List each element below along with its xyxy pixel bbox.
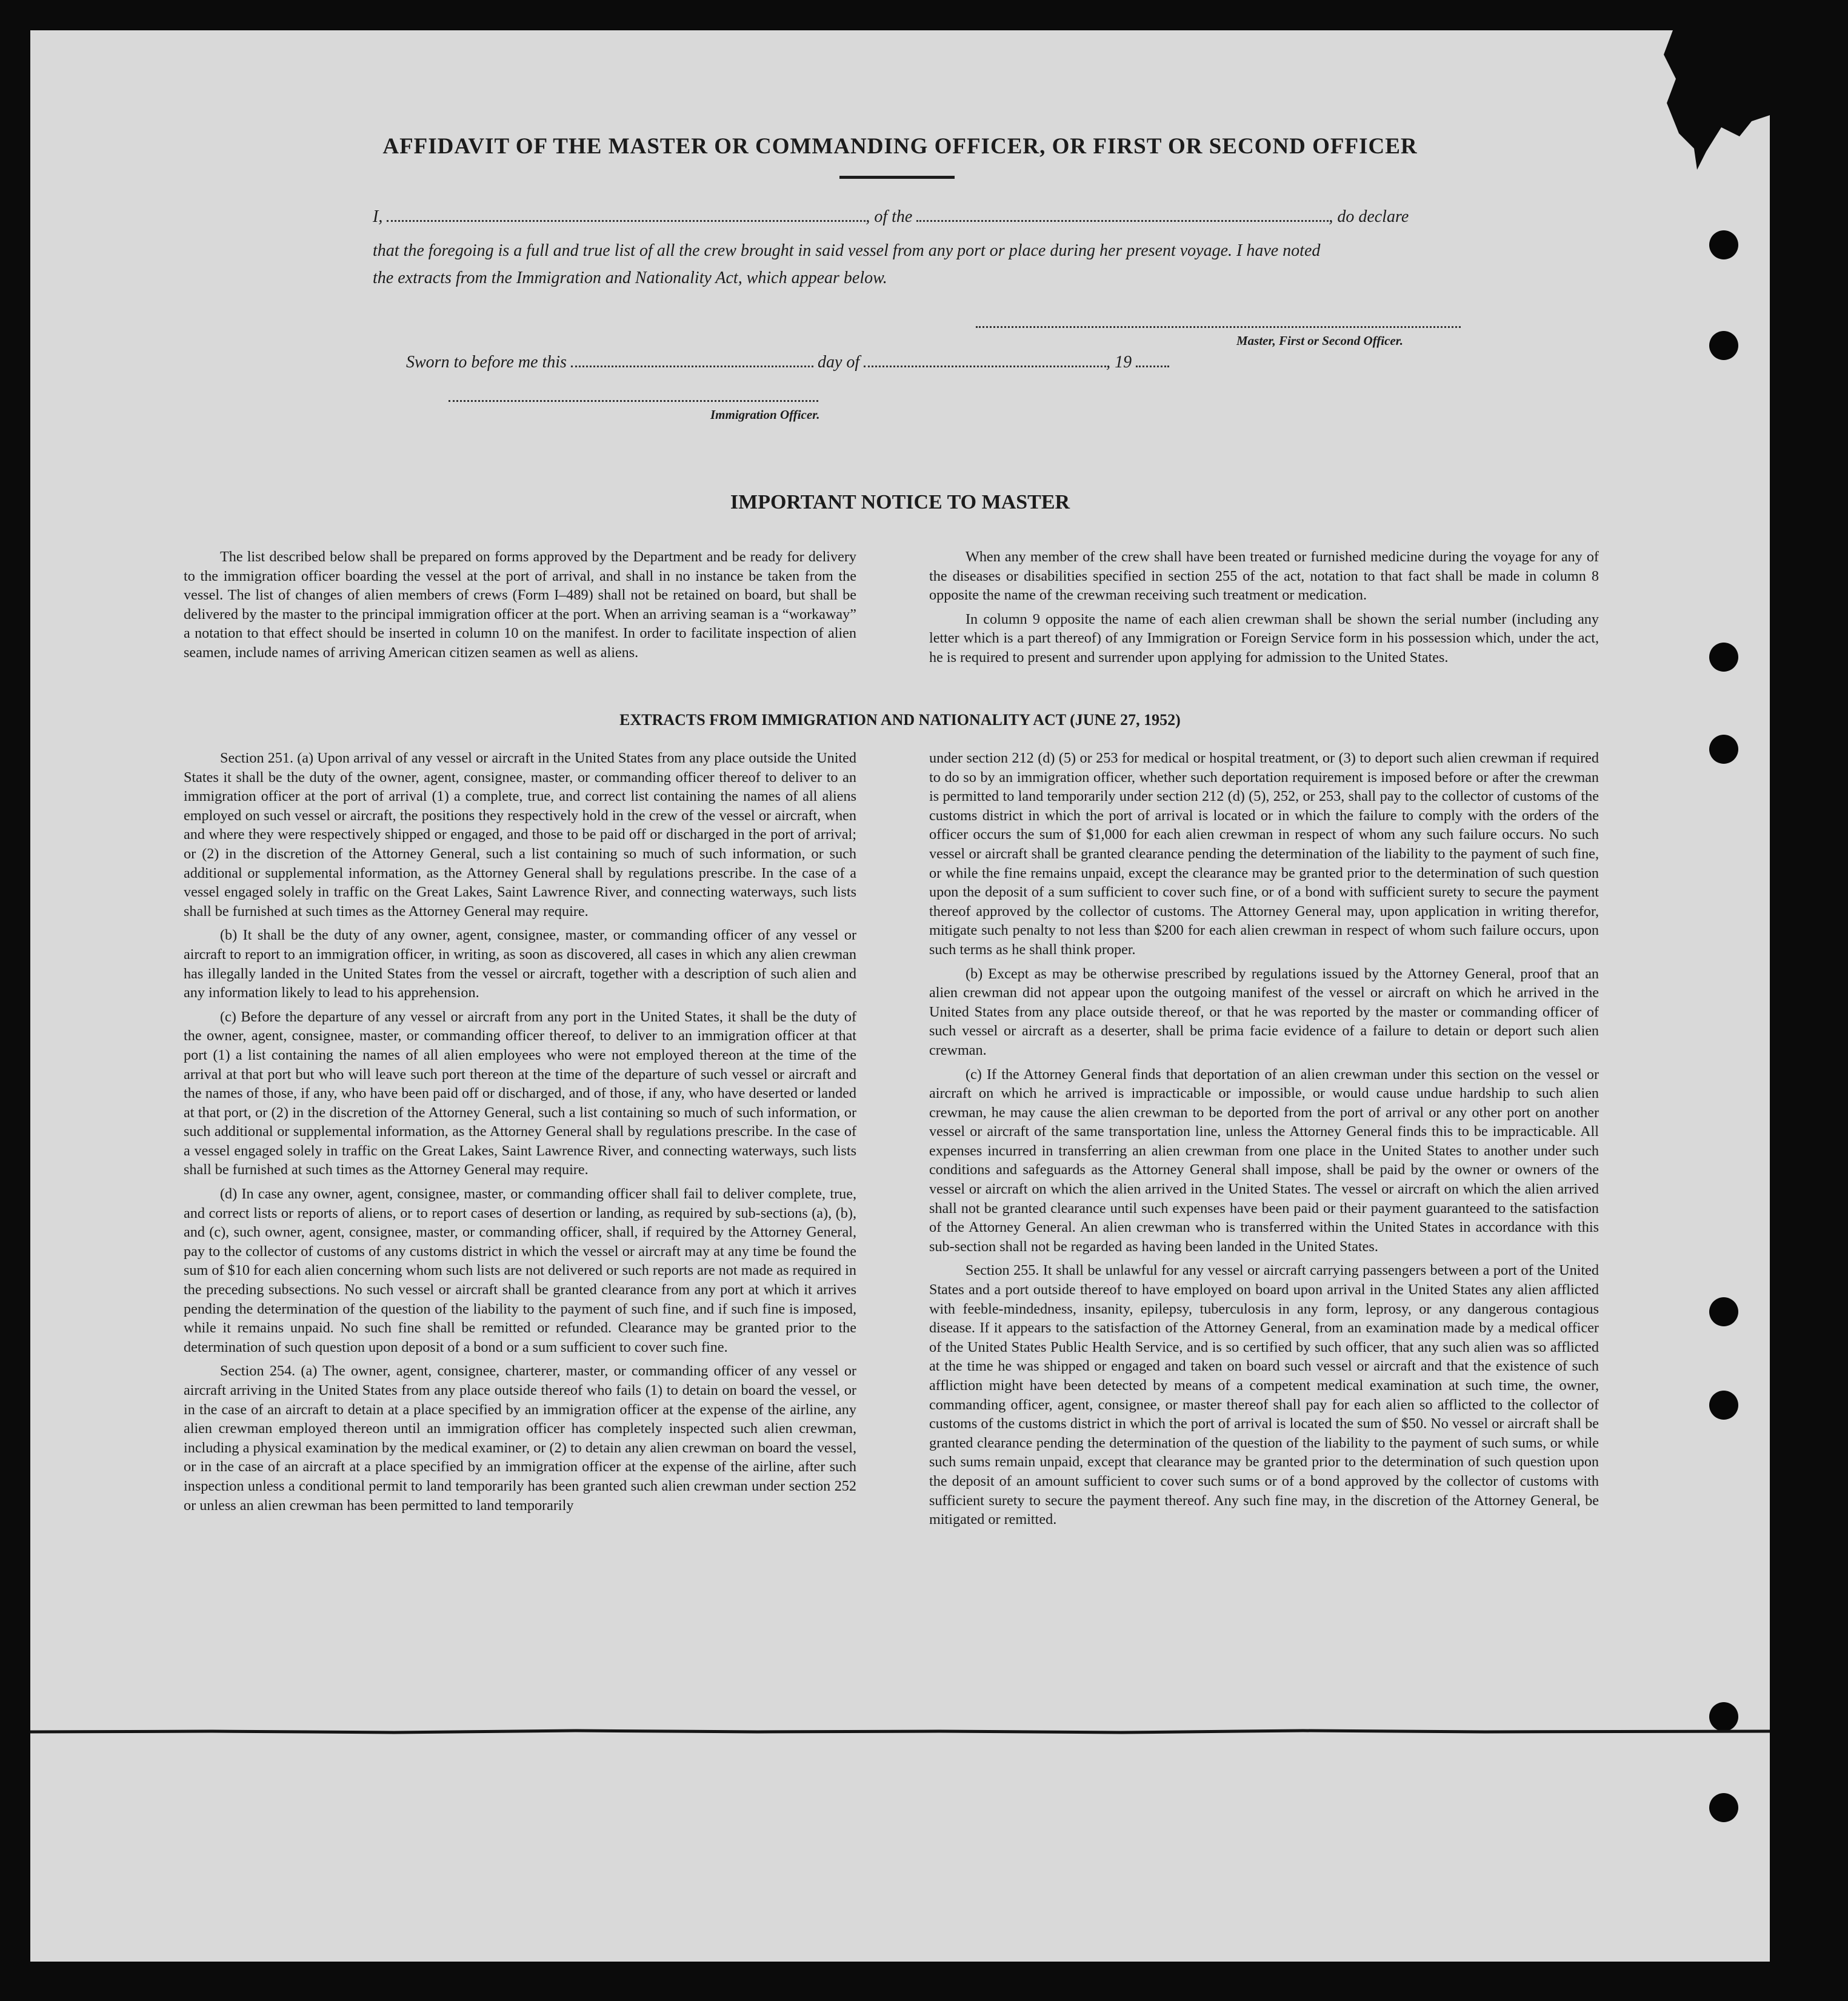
act-section-paragraph: Section 251. (a) Upon arrival of any vessel or aircraft in the United States from any place outside the United States it shall be the duty of the owner, agent, consignee, master, or commanding officer thereof to deliver to an immigration officer at the port of arrival (1) a complete, true, and correct list containing the names of all aliens employed on such vessel or aircraft, the positions they respectively hold in the crew of the vessel or aircraft, when and where they were respectively shipped or engaged, and those to be paid off or discharged in the port of arrival; or (2) in the discretion of the Attorney General, such a list containing so much of such information, or such additional or supplemental information, as the Attorney General shall by regulations prescribe. In the case of a vessel engaged solely in traffic on the Great Lakes, Saint Lawrence River, and connecting waterways, such lists shall be furnished at such times as the Attorney General may require. (184, 750, 856, 920)
declaration-line-1: that the foregoing is a full and true list of all the crew brought in said vessel from any port or place during her present voyage. I have noted (373, 241, 1321, 260)
master-signature-line[interactable] (976, 326, 1461, 328)
declaration-line-2: the extracts from the Immigration and Nationality Act, which appear below. (373, 269, 887, 287)
extracts-title: EXTRACTS FROM IMMIGRATION AND NATIONALITY ACT (JUNE 27, 1952) (619, 711, 1181, 729)
master-signature-caption: Master, First or Second Officer. (1236, 333, 1403, 348)
sworn-year-field[interactable] (1136, 362, 1169, 367)
notice-title: IMPORTANT NOTICE TO MASTER (730, 491, 1070, 513)
punch-hole (1709, 1391, 1738, 1420)
title-rule (839, 176, 955, 179)
sworn-line (406, 353, 1169, 372)
year-label: , 19 (1106, 353, 1132, 372)
punch-hole (1709, 331, 1738, 360)
act-section-paragraph: Section 254. (a) The owner, agent, consignee, charterer, master, or commanding officer of any vessel or aircraft arriving in the United States from any place outside thereof who fails (1) to detain on board the vessel, or in the case of an aircraft to detain at a place specified by an immigration officer at the expense of the airline, any alien crewman employed thereon until an immigration officer has completely inspected such alien crewman, including a physical examination by the medical examiner, or (2) to detain any alien crewman on board the vessel, or in the case of an aircraft at a place specified by an immigration officer at the expense of the airline, after such inspection unless a conditional permit to land temporarily has been granted such alien crewman under section 252 or unless an alien crewman has been permitted to land temporarily (184, 1363, 856, 1514)
sworn-month-field[interactable] (864, 362, 1106, 367)
punch-hole (1709, 643, 1738, 672)
extracts-right-column (929, 749, 1599, 1534)
declare-line (373, 207, 1409, 227)
notice-paragraph: In column 9 opposite the name of each alien crewman shall be shown the serial number (including any letter which is a part thereof) of any Immigration or Foreign Service form in his possession which, under the act, he is required to present and surrender upon applying for admission to the United States. (929, 610, 1599, 666)
act-section-paragraph: (d) In case any owner, agent, consignee, master, or commanding officer shall fail to deliver complete, true, and correct lists or reports of aliens, or to report cases of desertion or landing, as required by sub-sections (a), (b), and (c), such owner, agent, consignee, master, or commanding officer, shall, if required by the Attorney General, pay to the collector of customs of any customs district in which the vessel or aircraft may at any time be found the sum of $10 for each alien concerning whom such lists are not delivered or such reports are not made as required in the preceding subsections. No such vessel or aircraft shall be granted clearance from any port at which it arrives pending the determination of the question of the liability to the payment of such fine, and if such fine is imposed, while it remains unpaid. No such fine shall be remitted or refunded. Clearance may be granted prior to the determination of such question upon deposit of a bond or a sum sufficient to cover such fine. (184, 1186, 856, 1355)
punch-hole (1709, 1793, 1738, 1822)
act-section-paragraph: under section 212 (d) (5) or 253 for medical or hospital treatment, or (3) to deport such alien crewman if required to do so by an immigration officer, whether such deportation requirement is imposed before or after the crewman is permitted to land temporarily under section 212 (d) (5), 252, or 253, shall pay to the collector of customs of the customs district in which the port of arrival is located or in which the failure to comply with the orders of the officer occurs the sum of $1,000 for each alien crewman in respect of whom any such failure occurs. No such vessel or aircraft shall be granted clearance pending the determination of the liability to the payment of such fine, or while the fine remains unpaid, except the clearance may be granted prior to the determination of such question upon the deposit of a sum sufficient to cover such fine, or of a bond with sufficient surety to secure the payment thereof approved by the collector of customs. The Attorney General may, upon application in writing therefor, mitigate such penalty to not less than $200 for each alien crewman in respect of whom such failure occurs, upon such terms as he shall think proper. (929, 750, 1599, 958)
act-section-paragraph: (c) Before the departure of any vessel or aircraft from any port in the United States, it shall be the duty of the owner, agent, consignee, master, or commanding officer thereof, to deliver to an immigration officer at that port (1) a list containing the names of all alien employees who were not employed thereon at the time of the arrival at that port but who will leave such port thereon at the time of the departure of such vessel or aircraft and the names of those, if any, who have been paid off or discharged, and of those, if any, who have deserted or landed at that port, or (2) in the discretion of the Attorney General, such a list containing so much of such information, or such additional or supplemental information, as the Attorney General shall by regulations prescribe. In the case of a vessel engaged solely in traffic on the Great Lakes, Saint Lawrence River, and connecting waterways, such lists shall be furnished at such times as the Attorney General may require. (184, 1008, 856, 1178)
punch-hole (1709, 230, 1738, 259)
vessel-field[interactable] (916, 216, 1329, 222)
immigration-officer-signature-line[interactable] (449, 400, 818, 402)
affidavit-title: AFFIDAVIT OF THE MASTER OR COMMANDING OFFICER, OR FIRST OR SECOND OFFICER (382, 134, 1418, 159)
notice-left-column (184, 547, 856, 667)
act-section-paragraph: (b) It shall be the duty of any owner, agent, consignee, master, or commanding officer of any vessel or aircraft to report to an immigration officer, in writing, as soon as discovered, all cases in which any alien crewman has illegally landed in the United States from the vessel or aircraft, together with a description of such alien and any information likely to lead to his apprehension. (184, 927, 856, 1001)
notice-right-column (929, 547, 1599, 672)
act-section-paragraph: (c) If the Attorney General finds that deportation of an alien crewman under this section on the vessel or aircraft on which he arrived is impracticable or impossible, or would cause undue hardship to such alien crewman, he may cause the alien crewman to be deported from the port of arrival or any other port on another vessel or aircraft of the same transportation line, unless the Attorney General finds this to be impracticable. All expenses incurred in transferring an alien crewman from one place in the United States to another under such conditions and safeguards as the Attorney General shall impose, shall be paid by the owner or owners of the vessel or aircraft on which the alien arrived in the United States. The vessel or aircraft on which the alien arrived shall not be granted clearance until such expenses have been paid or their payment guaranteed to the satisfaction of the Attorney General. An alien crewman who is transferred within the United States in accordance with this sub-section shall not be regarded as having been landed in the United States. (929, 1066, 1599, 1255)
fold-crease (30, 1728, 1770, 1735)
notice-paragraph: When any member of the crew shall have been treated or furnished medicine during the voyage for any of the diseases or disabilities specified in section 255 of the act, notation to that fact shall be made in column 8 opposite the name of the crewman receiving such treatment or medication. (929, 549, 1599, 604)
sworn-day-field[interactable] (571, 362, 813, 367)
act-section-paragraph: (b) Except as may be otherwise prescribed by regulations issued by the Attorney General, proof that an alien crewman did not appear upon the outgoing manifest of the vessel or aircraft on which he arrived in the United States from any place outside thereof, or that he was reported by the master or commanding officer of such vessel or aircraft as a deserter, shall be prima facie evidence of a failure to detain or deport such alien crewman. (929, 965, 1599, 1058)
act-section-paragraph: Section 255. It shall be unlawful for any vessel or aircraft carrying passengers between a port of the United States and a port outside thereof to have employed on board upon arrival in the United States any alien afflicted with feeble-mindedness, insanity, epilepsy, tuberculosis in any form, leprosy, or any dangerous contagious disease. If it appears to the satisfaction of the Attorney General, from an examination made by a medical officer of the United States Public Health Service, and is so certified by such officer, that any such alien was so afflicted at the time he was shipped or engaged and taken on board such vessel or aircraft and that the existence of such affliction might have been detected by means of a competent medical examination at such time, the owner, commanding officer, agent, consignee, or master thereof shall pay for each alien so afflicted to the collector of customs of the customs district in which the port of arrival is located the sum of $50. No vessel or aircraft shall be granted clearance pending the determination of the question of the liability to the payment of such sums, or while such sums remain unpaid, except that clearance may be granted prior to the determination of such question upon the deposit of an amount sufficient to cover such sums or of a bond approved by the collector of customs with sufficient surety to secure the payment thereof. Any such fine may, in the discretion of the Attorney General, be mitigated or remitted. (929, 1262, 1599, 1528)
of-the-label: , of the (866, 207, 913, 226)
punch-hole (1709, 1297, 1738, 1326)
do-declare-label: , do declare (1329, 207, 1409, 226)
i-label: I, (373, 207, 383, 226)
document-page (30, 30, 1770, 1962)
immigration-officer-caption: Immigration Officer. (710, 407, 820, 422)
sworn-label: Sworn to before me this (406, 353, 567, 372)
extracts-left-column (184, 749, 856, 1520)
day-of-label: day of (817, 353, 860, 372)
punch-hole (1709, 735, 1738, 764)
punch-hole (1709, 1702, 1738, 1731)
notice-paragraph: The list described below shall be prepared on forms approved by the Department and be ready for delivery to the immigration officer boarding the vessel at the port of arrival, and shall in no instance be taken from the vessel. The list of changes of alien members of crews (Form I–489) shall not be retained on board, but shall be delivered by the master to the principal immigration officer at the port. When an arriving seaman is a “workaway” a notation to that effect should be inserted in column 10 on the manifest. In order to facilitate inspection of alien seamen, include names of arriving American citizen seamen as well as aliens. (184, 549, 856, 661)
name-field[interactable] (387, 216, 866, 222)
